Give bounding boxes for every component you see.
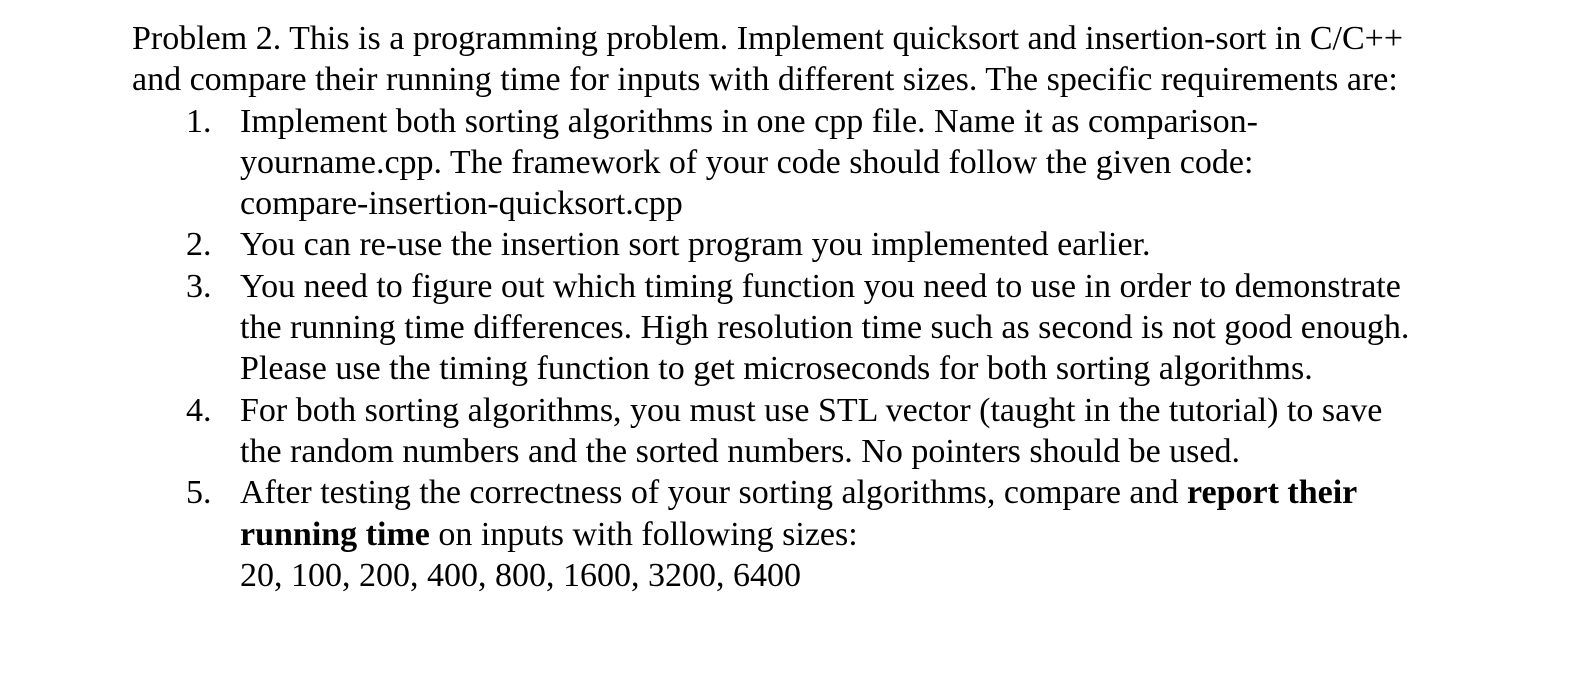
requirement-number: 5. xyxy=(186,474,212,512)
requirement-text: Implement both sorting algorithms in one cpp file. Name it as comparison-yourname.cpp. The framework of your code should follow the given code: xyxy=(240,102,1258,181)
requirement-text: You can re-use the insertion sort program you implemented earlier. xyxy=(240,226,1151,264)
requirement-text-bold: report their running time xyxy=(240,474,1357,553)
requirement-text-after: on inputs with following sizes: xyxy=(429,515,858,553)
requirement-text: You need to figure out which timing function you need to use in order to demonstrate the running time differences. High resolution time such as second is not good enough. Please use the timing function to get microseconds for both sorting algorithms. xyxy=(240,267,1410,388)
requirement-text xyxy=(240,472,1432,555)
requirement-filename: compare-insertion-quicksort.cpp xyxy=(240,185,683,223)
input-sizes-list: 20, 100, 200, 400, 800, 1600, 3200, 6400 xyxy=(240,556,801,594)
requirement-item-3 xyxy=(132,266,1432,390)
requirement-item-2 xyxy=(132,224,1432,265)
problem-intro: Problem 2. This is a programming problem. Implement quicksort and insertion-sort in C/C++ and compare their running time for inputs with different sizes. The specific requirements are: xyxy=(132,20,1404,99)
requirement-number: 1. xyxy=(186,102,212,140)
requirement-item-5 xyxy=(132,472,1432,596)
requirement-number: 3. xyxy=(186,267,212,305)
requirements-list xyxy=(132,101,1432,597)
requirement-text: For both sorting algorithms, you must use STL vector (taught in the tutorial) to save the random numbers and the sorted numbers. No pointers should be used. xyxy=(240,391,1383,470)
requirement-item-1 xyxy=(132,101,1432,225)
requirement-number: 4. xyxy=(186,391,212,429)
requirement-item-4 xyxy=(132,390,1432,473)
requirement-text-before: After testing the correctness of your sorting algorithms, compare and xyxy=(240,474,1188,512)
problem-document xyxy=(132,18,1432,596)
requirement-number: 2. xyxy=(186,226,212,264)
